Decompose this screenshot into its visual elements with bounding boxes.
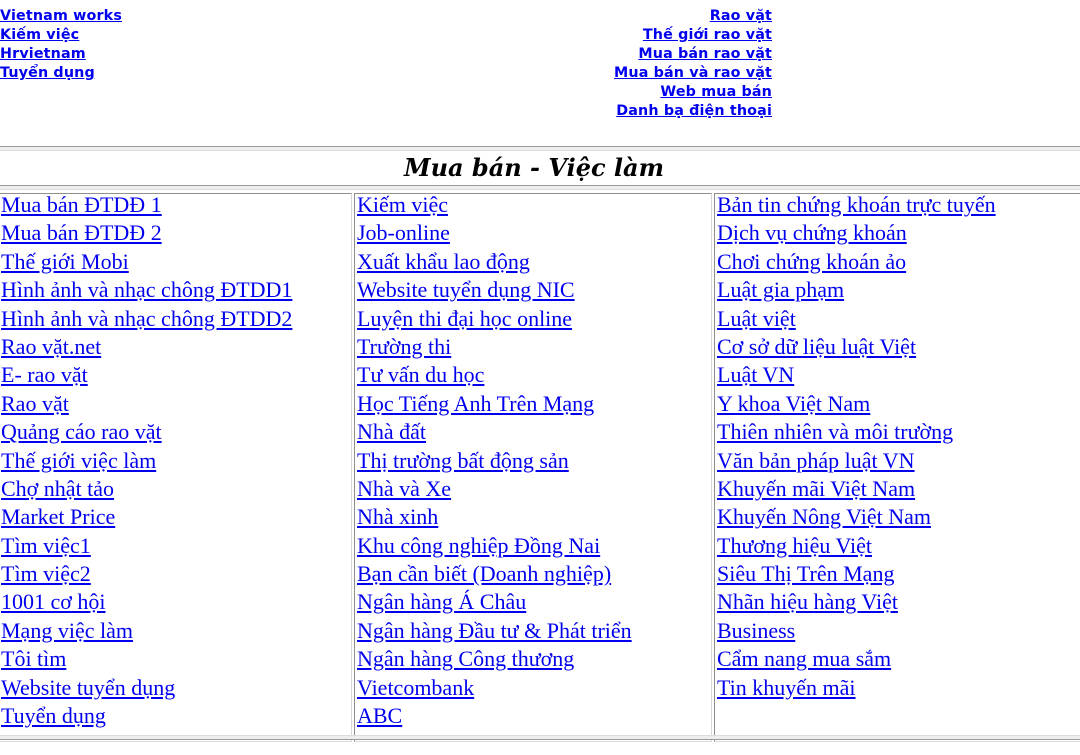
list-item [0, 560, 351, 588]
list-item [355, 617, 711, 645]
list-item [355, 361, 711, 389]
column-2-link[interactable]: Ngân hàng Đầu tư & Phát triển [357, 617, 632, 643]
list-item [355, 560, 711, 588]
list-item [355, 248, 711, 276]
column-1-link[interactable]: Tìm việc1 [1, 532, 91, 558]
top-link-vietnam-works[interactable]: Vietnam works [0, 8, 122, 24]
column-3-link[interactable]: Khuyến Nông Việt Nam [717, 504, 931, 530]
column-1-link[interactable]: Website tuyển dụng [1, 674, 176, 700]
list-item [0, 532, 351, 560]
column-2-link[interactable]: Khu công nghiệp Đồng Nai [357, 532, 601, 558]
column-3-link[interactable]: Cẩm nang mua sắm [717, 646, 892, 672]
column-1-link[interactable]: E- rao vặt [1, 362, 88, 388]
column-2-link[interactable]: ABC [357, 703, 403, 729]
column-3-link[interactable]: Luật VN [717, 362, 795, 388]
list-item [0, 191, 351, 219]
column-3-link[interactable]: Văn bản pháp luật VN [717, 447, 915, 473]
list-item [355, 191, 711, 219]
column-3-link[interactable]: Luật gia phạm [717, 277, 845, 303]
top-link-danh-ba-dien-thoai[interactable]: Danh bạ điện thoại [616, 103, 772, 119]
column-2-link[interactable]: Xuất khẩu lao động [357, 248, 530, 274]
column-2-link[interactable]: Học Tiếng Anh Trên Mạng [357, 390, 595, 416]
column-3-link[interactable]: Luật việt [717, 305, 796, 331]
link-column-3 [714, 193, 1080, 742]
list-item [355, 532, 711, 560]
column-2-link[interactable]: Ngân hàng Công thương [357, 646, 575, 672]
list-item [0, 390, 351, 418]
column-2-link[interactable]: Nhà đất [357, 419, 427, 445]
links-table [0, 146, 1080, 740]
list-item [715, 361, 1080, 389]
column-2-link[interactable]: Job-online [357, 220, 450, 246]
list-item [715, 532, 1080, 560]
list-item [0, 361, 351, 389]
list-item [715, 503, 1080, 531]
list-item [715, 645, 1080, 673]
top-link-rao-vat[interactable]: Rao vặt [709, 8, 772, 24]
column-1-link[interactable]: Mua bán ĐTDĐ 2 [1, 220, 162, 246]
top-link-kiem-viec[interactable]: Kiếm việc [0, 27, 80, 43]
list-item [715, 617, 1080, 645]
column-2-link[interactable]: Luyện thi đại học online [357, 305, 573, 331]
list-item [715, 674, 1080, 702]
list-item [0, 248, 351, 276]
list-item [355, 645, 711, 673]
list-item [0, 418, 351, 446]
top-link-mua-ban-va-rao-vat[interactable]: Mua bán và rao vặt [613, 65, 772, 81]
list-item [355, 588, 711, 616]
column-3-link[interactable]: Chơi chứng khoán ảo [717, 248, 907, 274]
column-3-link[interactable]: Thương hiệu Việt [717, 532, 873, 558]
bottom-divider [0, 735, 1080, 740]
list-item [355, 418, 711, 446]
column-2-link[interactable]: Ngân hàng Á Châu [357, 589, 527, 615]
column-3-link[interactable]: Dịch vụ chứng khoán [717, 220, 907, 246]
list-item [0, 588, 351, 616]
list-item [715, 475, 1080, 503]
top-link-web-mua-ban[interactable]: Web mua bán [660, 84, 772, 100]
list-item [715, 333, 1080, 361]
column-3-link[interactable]: Khuyến mãi Việt Nam [717, 475, 916, 501]
column-2-link[interactable]: Tư vấn du học [357, 362, 485, 388]
list-item [0, 645, 351, 673]
column-1-link[interactable]: Tuyển dụng [1, 703, 106, 729]
list-item [0, 305, 351, 333]
list-item [0, 617, 351, 645]
column-2-link[interactable]: Bạn cần biết (Doanh nghiệp) [357, 561, 612, 587]
column-2-link[interactable]: Trường thi [357, 333, 452, 359]
list-item [715, 305, 1080, 333]
column-3-link[interactable]: Y khoa Việt Nam [717, 390, 871, 416]
top-link-mua-ban-rao-vat[interactable]: Mua bán rao vặt [638, 46, 772, 62]
column-1-link[interactable]: Thế giới Mobi [1, 248, 129, 274]
list-item [355, 390, 711, 418]
section-title-row [0, 151, 1080, 185]
column-1-link[interactable]: Tìm việc2 [1, 561, 91, 587]
column-2-link[interactable]: Thị trường bất động sản [357, 447, 569, 473]
column-2-link[interactable]: Nhà và Xe [357, 475, 452, 501]
column-3-link[interactable]: Business [717, 617, 796, 643]
column-2-link[interactable]: Nhà xinh [357, 504, 439, 530]
top-link-the-gioi-rao-vat[interactable]: Thế giới rao vặt [642, 27, 772, 43]
list-item [0, 503, 351, 531]
list-item [0, 276, 351, 304]
column-1-link[interactable]: Chợ nhật tảo [1, 475, 115, 501]
list-item [355, 702, 711, 730]
column-1-link[interactable]: Hình ảnh và nhạc chông ĐTDD2 [1, 305, 293, 331]
list-item [355, 219, 711, 247]
list-item [0, 447, 351, 475]
list-item [715, 418, 1080, 446]
column-2-link[interactable]: Kiếm việc [357, 192, 449, 217]
list-item [355, 475, 711, 503]
top-link-hrvietnam[interactable]: Hrvietnam [0, 46, 86, 62]
list-item [355, 305, 711, 333]
column-2-link[interactable]: Website tuyển dụng NIC [357, 277, 575, 303]
column-1-link[interactable]: Quảng cáo rao vặt [1, 419, 162, 445]
list-item [355, 447, 711, 475]
list-item [355, 674, 711, 702]
list-item [715, 560, 1080, 588]
column-1-link[interactable]: Thế giới việc làm [1, 447, 157, 473]
top-right-links [560, 7, 772, 121]
list-item [715, 191, 1080, 219]
column-3-link[interactable]: Bản tin chứng khoán trực tuyến [717, 192, 996, 217]
list-item [355, 276, 711, 304]
list-item [0, 219, 351, 247]
column-1-link[interactable]: Rao vặt.net [1, 333, 102, 359]
column-3-link[interactable]: Nhãn hiệu hàng Việt [717, 589, 898, 615]
column-1-link[interactable]: Market Price [1, 504, 116, 530]
list-item [0, 702, 351, 730]
column-3-link[interactable]: Thiên nhiên và môi trường [717, 419, 954, 445]
column-1-link[interactable]: Tôi tìm [1, 646, 67, 672]
link-columns [0, 190, 1080, 740]
top-left-links [0, 7, 122, 83]
column-3-link[interactable]: Cơ sở dữ liệu luật Việt [717, 333, 917, 359]
column-2-link[interactable]: Vietcombank [357, 674, 475, 700]
list-item [355, 333, 711, 361]
column-1-link[interactable]: 1001 cơ hội [1, 589, 106, 615]
list-item [715, 276, 1080, 304]
list-item [715, 390, 1080, 418]
column-1-link[interactable]: Mua bán ĐTDĐ 1 [1, 192, 162, 217]
column-1-link[interactable]: Rao vặt [1, 390, 69, 416]
list-item [715, 588, 1080, 616]
column-1-link[interactable]: Mạng việc làm [1, 617, 133, 643]
list-item [715, 248, 1080, 276]
link-column-1 [0, 193, 352, 742]
list-item [355, 503, 711, 531]
list-item [715, 447, 1080, 475]
top-link-tuyen-dung[interactable]: Tuyển dụng [0, 65, 95, 81]
list-item [715, 219, 1080, 247]
column-3-link[interactable]: Tin khuyến mãi [717, 674, 856, 700]
section-title: Mua bán - Việc làm [404, 153, 664, 182]
list-item [0, 475, 351, 503]
column-1-link[interactable]: Hình ảnh và nhạc chông ĐTDD1 [1, 277, 293, 303]
list-item [0, 333, 351, 361]
column-3-link[interactable]: Siêu Thị Trên Mạng [717, 561, 895, 587]
link-column-2 [354, 193, 712, 742]
list-item [0, 674, 351, 702]
